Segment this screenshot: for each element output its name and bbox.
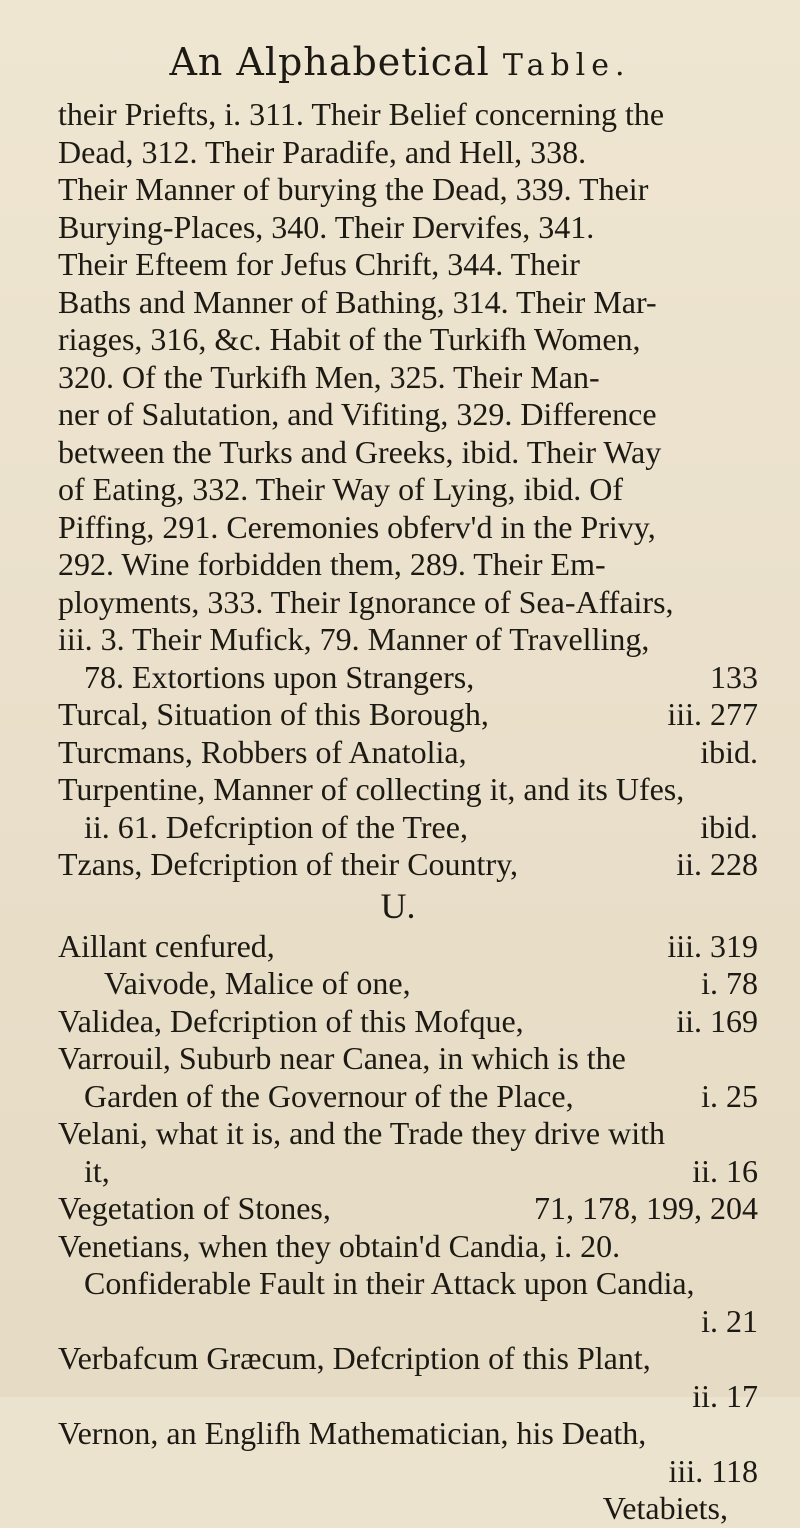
entry-text: Venetians, when they obtain'd Candia, i. 20.: [58, 1227, 621, 1264]
text-line: iii. 3. Their Mufick, 79. Manner of Travelling,: [58, 621, 650, 657]
index-entry: [58, 1415, 758, 1453]
entry-ref: ibid.: [700, 733, 758, 770]
text-line: ner of Salutation, and Vifiting, 329. Difference: [58, 396, 657, 432]
index-entry: [58, 771, 758, 809]
entry-ref: iii. 118: [668, 1452, 758, 1489]
running-head-prefix: An Alphabetical: [169, 40, 490, 84]
text-line: Baths and Manner of Bathing, 314. Their Mar-: [58, 283, 657, 320]
text-line: Piffing, 291. Ceremonies obferv'd in the Privy,: [58, 508, 656, 545]
index-entry: [58, 1228, 758, 1266]
entry-text: Validea, Defcription of this Mofque,: [58, 1002, 524, 1039]
turks-entry-continued: [58, 96, 758, 659]
entry-text: Turcmans, Robbers of Anatolia,: [58, 733, 467, 770]
entry-text: ii. 61. Defcription of the Tree,: [84, 808, 468, 845]
entry-ref: iii. 277: [667, 696, 758, 732]
entry-ref: ii. 169: [676, 1002, 758, 1039]
running-head: [0, 40, 800, 84]
text-line: ployments, 333. Their Ignorance of Sea-Affairs,: [58, 583, 674, 620]
index-entry: [58, 1340, 758, 1378]
entry-text: 78. Extortions upon Strangers,: [84, 658, 475, 695]
entry-ref: ii. 16: [692, 1152, 758, 1189]
text-line: Dead, 312. Their Paradife, and Hell, 338.: [58, 133, 587, 170]
index-entry: [58, 1378, 758, 1416]
text-line: Their Manner of burying the Dead, 339. Their: [58, 171, 649, 207]
entry-text: Garden of the Governour of the Place,: [84, 1077, 574, 1114]
index-entry: [58, 1190, 758, 1228]
index-entry: [58, 696, 758, 734]
index-entry: [58, 1003, 758, 1041]
entry-text: Varrouil, Suburb near Canea, in which is the: [58, 1040, 626, 1076]
entry-text: Verbafcum Græcum, Defcription of this Plant,: [58, 1340, 651, 1376]
catchword: Vetabiets,: [602, 1490, 728, 1526]
entry-text: Velani, what it is, and the Trade they drive with: [58, 1115, 666, 1151]
text-line: their Priefts, i. 311. Their Belief concerning the: [58, 96, 665, 132]
entry-ref: ii. 228: [676, 846, 758, 882]
entry-ref: iii. 319: [667, 927, 758, 964]
text-line: Their Efteem for Jefus Chrift, 344. Their: [58, 246, 580, 282]
entry-text: Vernon, an Englifh Mathematician, his Death,: [58, 1415, 647, 1451]
u-entries: [58, 928, 758, 1528]
index-entry: [58, 1040, 758, 1078]
index-body: [58, 96, 758, 1528]
entry-ref: i. 78: [701, 965, 758, 1001]
text-line: riages, 316, &c. Habit of the Turkifh Women,: [58, 321, 641, 357]
text-line: 320. Of the Turkifh Men, 325. Their Man-: [58, 358, 600, 395]
index-entry: [58, 846, 758, 884]
index-entry: [58, 1303, 758, 1341]
entry-ref: 71, 178, 199, 204: [534, 1190, 758, 1226]
entry-ref: 133: [710, 658, 758, 695]
entry-ref: i. 21: [701, 1302, 758, 1339]
index-entry: [58, 659, 758, 697]
entry-ref: ii. 17: [692, 1377, 758, 1414]
text-line: 292. Wine forbidden them, 289. Their Em-: [58, 546, 606, 582]
entry-ref: i. 25: [701, 1077, 758, 1114]
entry-text: Aillant cenfured,: [58, 927, 275, 964]
entry-ref: ibid.: [700, 808, 758, 845]
entry-text: Confiderable Fault in their Attack upon Candia,: [84, 1265, 695, 1301]
index-entry: [58, 928, 758, 966]
index-entry: [58, 1453, 758, 1491]
t-entries: [58, 659, 758, 884]
index-entry: [58, 734, 758, 772]
index-entry: [58, 1115, 758, 1153]
entry-text: it,: [84, 1152, 110, 1189]
index-entry: [58, 1265, 758, 1303]
entry-text: Vegetation of Stones,: [58, 1190, 331, 1226]
entry-text: Tzans, Defcription of their Country,: [58, 846, 519, 882]
index-entry: [58, 965, 758, 1003]
entry-text: Vaivode, Malice of one,: [104, 965, 411, 1001]
entry-text: Turcal, Situation of this Borough,: [58, 696, 489, 732]
index-entry: [58, 809, 758, 847]
index-entry: [58, 1153, 758, 1191]
section-heading: U.: [380, 885, 416, 926]
catchword-line: [58, 1490, 758, 1528]
index-entry: [58, 1078, 758, 1116]
text-line: Burying-Places, 340. Their Dervifes, 341.: [58, 208, 595, 245]
text-line: between the Turks and Greeks, ibid. Their Way: [58, 433, 662, 470]
entry-text: Turpentine, Manner of collecting it, and its Ufes,: [58, 771, 685, 807]
running-head-word: Table.: [502, 48, 631, 83]
text-line: of Eating, 332. Their Way of Lying, ibid. Of: [58, 471, 624, 507]
